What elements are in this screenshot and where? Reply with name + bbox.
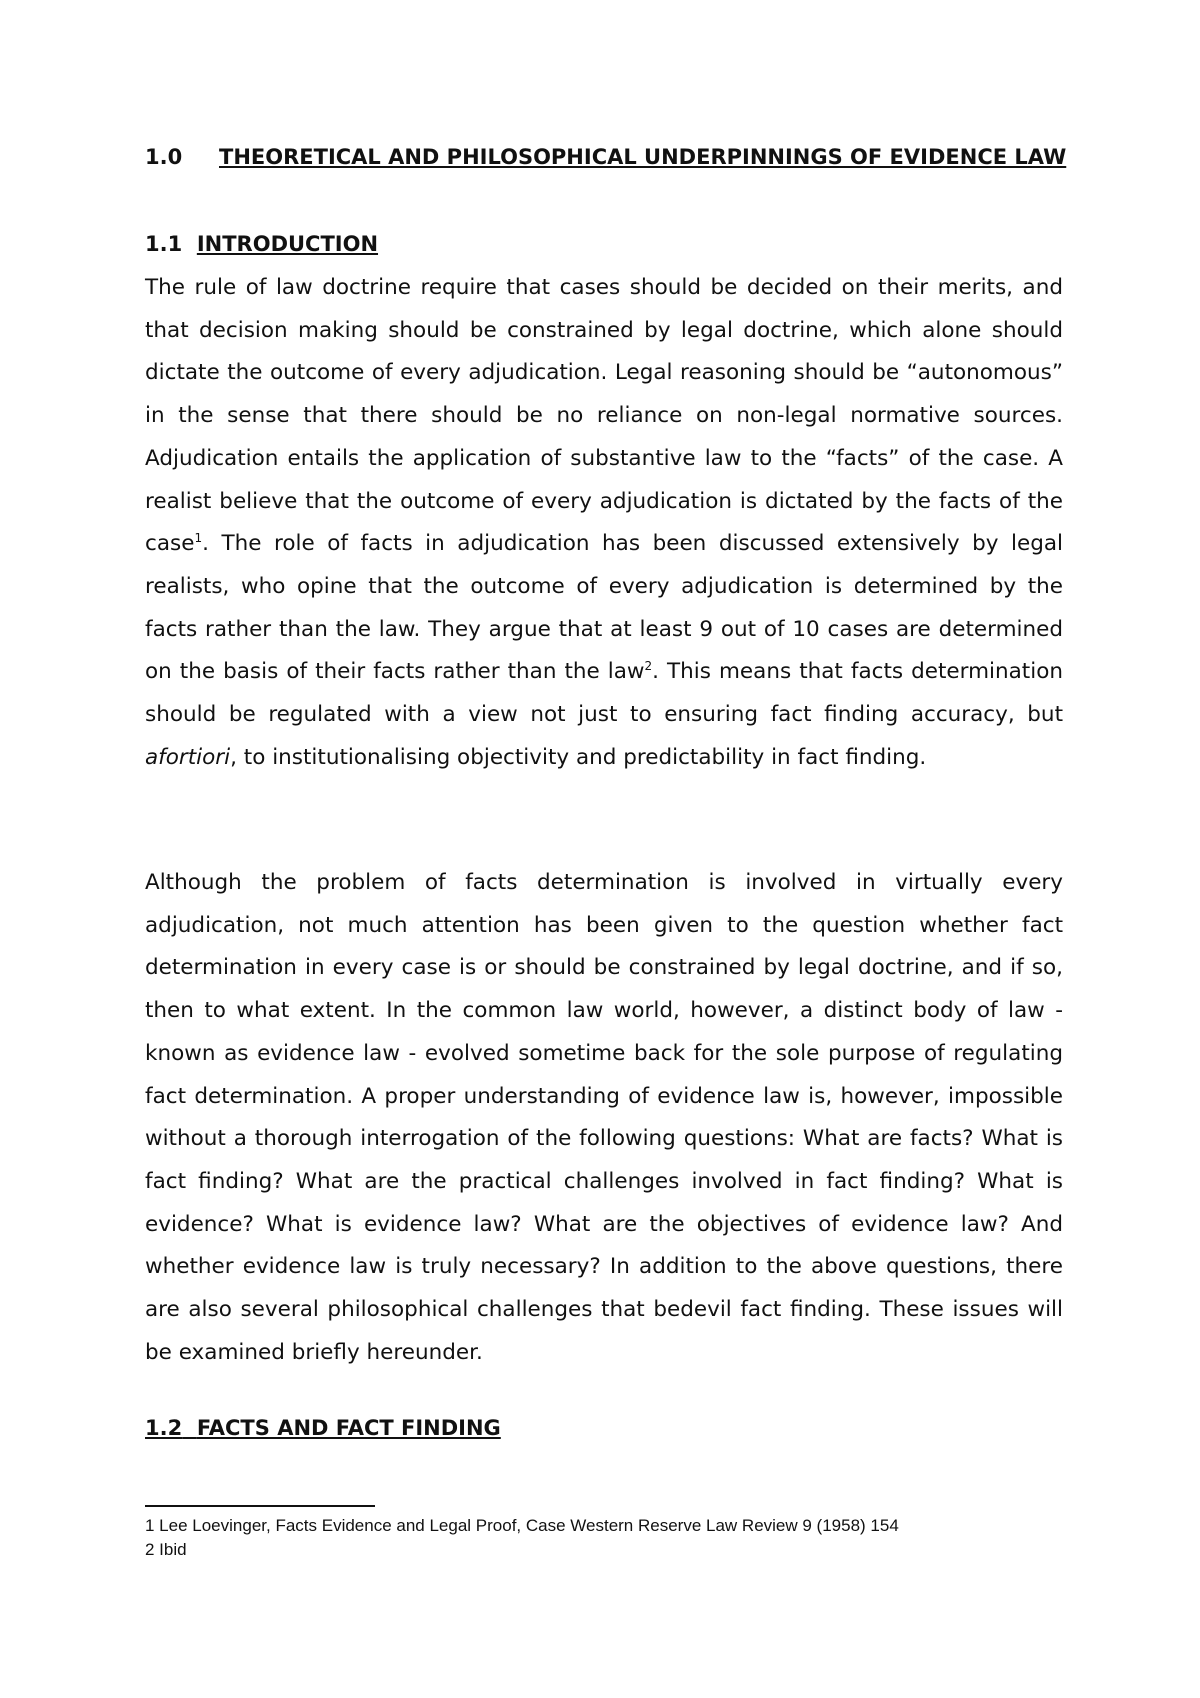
chapter-heading — [145, 145, 1066, 169]
section-heading-facts — [145, 1416, 501, 1440]
chapter-title: THEORETICAL AND PHILOSOPHICAL UNDERPINNINGS OF EVIDENCE LAW — [219, 145, 1067, 169]
paragraph-text: . The role of facts in adjudication has been discussed extensively by legal realists, who opine that the outcome of every adjudication is determined by the facts rather than the law. They argue that at least 9 out of 10 cases are determined on the basis of their facts rather than the law — [145, 531, 1063, 685]
section-number: 1.1 — [145, 232, 183, 256]
footnote: 2 Ibid — [145, 1540, 187, 1559]
paragraph-text: , to institutionalising objectivity and predictability in fact finding. — [230, 744, 927, 770]
paragraph-text: . This means that facts determination should be regulated with a view not just to ensuring fact finding accuracy, but — [145, 659, 1063, 728]
introduction-paragraph — [145, 267, 1063, 779]
chapter-number: 1.0 — [145, 145, 183, 169]
section-title: INTRODUCTION — [196, 232, 379, 256]
section-title: FACTS AND FACT FINDING — [196, 1416, 501, 1440]
footnote-separator — [145, 1505, 375, 1507]
body-paragraph: Although the problem of facts determination is involved in virtually every adjudication, not much attention has been given to the question whether fact determination in every case is or should be constrained by legal doctrine, and if so, then to what extent. In the common law world, however, a distinct body of law -known as evidence law - evolved sometime back for the sole purpose of regulating fact determination. A proper understanding of evidence law is, however, impossible without a thorough interrogation of the following questions: What are facts? What is fact finding? What are the practical challenges involved in fact finding? What is evidence? What is evidence law? What are the objectives of evidence law? And whether evidence law is truly necessary? In addition to the above questions, there are also several philosophical challenges that bedevil fact finding. These issues will be examined briefly hereunder. — [145, 870, 1063, 1365]
section-number: 1.2 — [145, 1416, 183, 1440]
footnote-reference: 2 — [644, 659, 653, 674]
footnote: 1 Lee Loevinger, Facts Evidence and Legal Proof, Case Western Reserve Law Review 9 (1958) 154 — [145, 1516, 899, 1535]
italic-term: afortiori — [145, 744, 231, 770]
paragraph-text: The rule of law doctrine require that cases should be decided on their merits, and that decision making should be constrained by legal doctrine, which alone should dictate the outcome of every adjudication. Legal reasoning should be “autonomous” in the sense that there should be no reliance on non-legal normative sources. Adjudication entails the application of substantive law to the “facts” of the case. A realist believe that the outcome of every adjudication is dictated by the facts of the case — [145, 275, 1063, 557]
section-heading-introduction — [145, 232, 378, 256]
footnote-reference: 1 — [194, 531, 203, 546]
